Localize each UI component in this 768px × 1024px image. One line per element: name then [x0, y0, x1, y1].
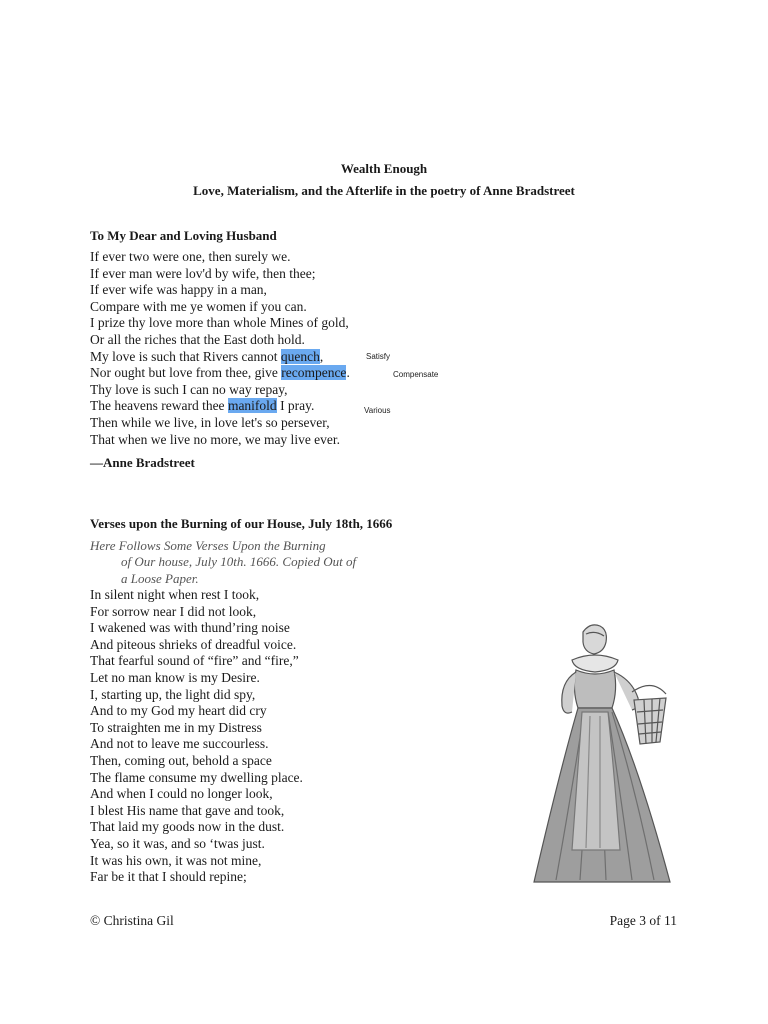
- poem-line: If ever man were lov'd by wife, then thee;: [90, 265, 316, 281]
- poem-line: My love is such that Rivers cannot quench,: [90, 348, 324, 364]
- poem-line: And when I could no longer look,: [90, 786, 273, 802]
- footer-page-number: Page 3 of 11: [609, 913, 677, 928]
- poem-line: I prize thy love more than whole Mines of gold,: [90, 315, 349, 331]
- poem-line: Far be it that I should repine;: [90, 869, 247, 885]
- poem-line: And to my God my heart did cry: [90, 703, 267, 719]
- poem-line: That laid my goods now in the dust.: [90, 819, 285, 835]
- page-title: Wealth Enough: [340, 161, 428, 176]
- poem-line: I blest His name that gave and took,: [90, 802, 285, 818]
- poem-line: If ever two were one, then surely we.: [90, 249, 291, 264]
- poem-line: Thy love is such I can no way repay,: [90, 381, 288, 397]
- poem-line: And piteous shrieks of dreadful voice.: [90, 636, 297, 652]
- footer-copyright: © Christina Gil: [90, 913, 174, 928]
- intro-line: of Our house, July 10th. 1666. Copied Out of: [121, 554, 357, 570]
- intro-line: a Loose Paper.: [121, 570, 199, 586]
- puritan-woman-illustration: [520, 620, 685, 890]
- highlighted-word[interactable]: quench: [280, 348, 320, 364]
- poem1-body: [90, 249, 350, 448]
- poem-line: If ever wife was happy in a man,: [90, 282, 267, 298]
- poem-line: Compare with me ye women if you can.: [90, 298, 307, 314]
- poem-line: Let no man know is my Desire.: [90, 669, 260, 685]
- poem-line: I, starting up, the light did spy,: [90, 686, 256, 702]
- poem-line: To straighten me in my Distress: [90, 719, 262, 735]
- highlighted-word[interactable]: manifold: [227, 398, 277, 414]
- poem-line: It was his own, it was not mine,: [90, 852, 262, 868]
- gloss-note: Compensate: [393, 370, 439, 379]
- poem-line: I wakened was with thund’ring noise: [90, 620, 290, 636]
- poem-line: That fearful sound of “fire” and “fire,”: [90, 653, 299, 669]
- poem-line: The heavens reward thee manifold I pray.: [90, 398, 315, 414]
- poem-line: That when we live no more, we may live ever.: [90, 431, 341, 447]
- poem-line: Or all the riches that the East doth hold.: [90, 331, 305, 347]
- intro-line: Here Follows Some Verses Upon the Burning: [90, 538, 326, 553]
- poem-line: Yea, so it was, and so ‘twas just.: [90, 835, 265, 851]
- poem-line: Then while we live, in love let's so persever,: [90, 414, 330, 430]
- page-subtitle: Love, Materialism, and the Afterlife in the poetry of Anne Bradstreet: [193, 183, 575, 198]
- poem-line: The flame consume my dwelling place.: [90, 769, 303, 785]
- poem-line: And not to leave me succourless.: [90, 736, 269, 752]
- poem2-body: [90, 587, 303, 886]
- gloss-note: Satisfy: [366, 352, 391, 361]
- poem-line: Then, coming out, behold a space: [90, 752, 272, 768]
- highlighted-word[interactable]: recompence: [281, 365, 347, 381]
- poem2-intro: [90, 538, 356, 587]
- poem-line: Nor ought but love from thee, give recompence.: [90, 365, 350, 381]
- poem1-heading: To My Dear and Loving Husband: [90, 228, 277, 243]
- poem-line: In silent night when rest I took,: [90, 587, 260, 602]
- poem-line: For sorrow near I did not look,: [90, 603, 257, 619]
- poem1-attribution: —Anne Bradstreet: [90, 455, 195, 470]
- poem2-heading: Verses upon the Burning of our House, July 18th, 1666: [90, 516, 393, 531]
- gloss-note: Various: [364, 406, 391, 415]
